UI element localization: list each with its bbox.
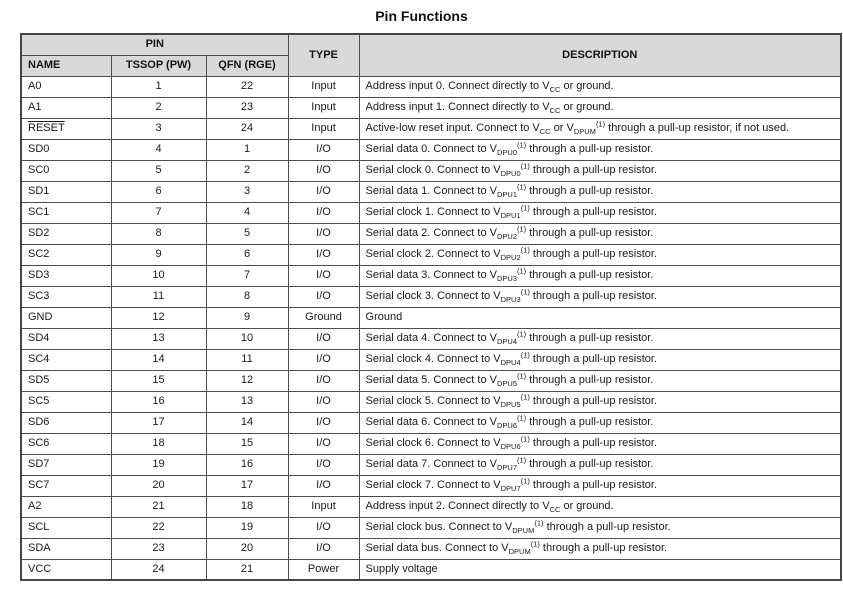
pin-name-cell: [21, 454, 111, 475]
pin-name-label: SD4: [28, 332, 50, 345]
table-row: [21, 559, 841, 580]
tssop-pin-number-cell: 17: [111, 412, 206, 433]
pin-name-label: SD6: [28, 416, 50, 429]
pin-name-cell: [21, 307, 111, 328]
tssop-pin-number-cell: 10: [111, 265, 206, 286]
pin-description-cell: Active-low reset input. Connect to $V_{CC}$ or $V_{DPUM}^{(1)}$ through a pull-up resistor, if not used.: [359, 118, 841, 139]
pin-name-cell: [21, 370, 111, 391]
pin-name-label: SC6: [28, 437, 50, 450]
pin-description-cell: Ground: [359, 307, 841, 328]
table-row: [21, 475, 841, 496]
pin-name-label: SD0: [28, 143, 50, 156]
pin-name-label: SC3: [28, 290, 50, 303]
pin-type-cell: Input: [288, 97, 359, 118]
pin-description-cell: Serial clock 4. Connect to $V_{DPU4}^{(1)}$ through a pull-up resistor.: [359, 349, 841, 370]
pin-description-cell: Serial clock 5. Connect to $V_{DPU5}^{(1)}$ through a pull-up resistor.: [359, 391, 841, 412]
pin-name-label: SC0: [28, 164, 50, 177]
pin-name-label: RESET: [28, 122, 65, 135]
pin-name-label: SC7: [28, 479, 50, 492]
qfn-column-header: QFN (RGE): [206, 55, 288, 76]
table-row: [21, 223, 841, 244]
pin-type-cell: I/O: [288, 223, 359, 244]
pin-name-cell: [21, 244, 111, 265]
tssop-pin-number-cell: 6: [111, 181, 206, 202]
page-title: Pin Functions: [375, 8, 468, 24]
pin-description-cell: Address input 2. Connect directly to $V_{CC}$ or ground.: [359, 496, 841, 517]
tssop-pin-number-cell: 7: [111, 202, 206, 223]
pin-description-cell: Serial data 4. Connect to $V_{DPU4}^{(1)}$ through a pull-up resistor.: [359, 328, 841, 349]
pin-type-cell: Ground: [288, 307, 359, 328]
tssop-pin-number-cell: 18: [111, 433, 206, 454]
table-row: [21, 76, 841, 97]
pin-description-cell: Serial data 7. Connect to $V_{DPU7}^{(1)}$ through a pull-up resistor.: [359, 454, 841, 475]
type-column-header: TYPE: [288, 34, 359, 76]
table-row: [21, 328, 841, 349]
tssop-pin-number-cell: 13: [111, 328, 206, 349]
pin-name-cell: [21, 265, 111, 286]
pin-name-label: SCL: [28, 521, 50, 534]
pin-description-cell: Serial clock bus. Connect to $V_{DPUM}^{(1)}$ through a pull-up resistor.: [359, 517, 841, 538]
pin-name-label: SC4: [28, 353, 50, 366]
pin-type-cell: I/O: [288, 349, 359, 370]
tssop-pin-number-cell: 2: [111, 97, 206, 118]
qfn-pin-number-cell: 23: [206, 97, 288, 118]
pin-name-cell: [21, 286, 111, 307]
pin-type-cell: I/O: [288, 517, 359, 538]
pin-name-label: SD5: [28, 374, 50, 387]
pin-name-label: A1: [28, 101, 42, 114]
pin-description-cell: Serial data 6. Connect to $V_{DPU6}^{(1)}$ through a pull-up resistor.: [359, 412, 841, 433]
pin-description-cell: Serial data 5. Connect to $V_{DPU5}^{(1)}$ through a pull-up resistor.: [359, 370, 841, 391]
qfn-pin-number-cell: 18: [206, 496, 288, 517]
table-row: [21, 118, 841, 139]
tssop-pin-number-cell: 22: [111, 517, 206, 538]
tssop-pin-number-cell: 4: [111, 139, 206, 160]
pin-description-cell: Serial data 3. Connect to $V_{DPU3}^{(1)}$ through a pull-up resistor.: [359, 265, 841, 286]
pin-type-cell: I/O: [288, 328, 359, 349]
qfn-pin-number-cell: 9: [206, 307, 288, 328]
tssop-pin-number-cell: 3: [111, 118, 206, 139]
pin-type-cell: I/O: [288, 286, 359, 307]
pin-name-cell: [21, 97, 111, 118]
pin-name-cell: [21, 349, 111, 370]
pin-name-label: SC2: [28, 248, 50, 261]
table-row: [21, 391, 841, 412]
qfn-pin-number-cell: 19: [206, 517, 288, 538]
qfn-pin-number-cell: 22: [206, 76, 288, 97]
name-column-header: NAME: [21, 55, 111, 76]
table-row: [21, 97, 841, 118]
qfn-pin-number-cell: 14: [206, 412, 288, 433]
pin-name-label: VCC: [28, 562, 52, 575]
tssop-pin-number-cell: 23: [111, 538, 206, 559]
tssop-pin-number-cell: 19: [111, 454, 206, 475]
tssop-pin-number-cell: 24: [111, 559, 206, 580]
pin-name-cell: [21, 475, 111, 496]
pin-description-cell: Serial clock 1. Connect to $V_{DPU1}^{(1)}$ through a pull-up resistor.: [359, 202, 841, 223]
pin-description-cell: Serial clock 2. Connect to $V_{DPU2}^{(1)}$ through a pull-up resistor.: [359, 244, 841, 265]
pin-type-cell: I/O: [288, 139, 359, 160]
pin-description-cell: Serial data 1. Connect to $V_{DPU1}^{(1)}$ through a pull-up resistor.: [359, 181, 841, 202]
tssop-pin-number-cell: 20: [111, 475, 206, 496]
pin-type-cell: I/O: [288, 181, 359, 202]
pin-type-cell: I/O: [288, 391, 359, 412]
tssop-pin-number-cell: 15: [111, 370, 206, 391]
pin-name-cell: [21, 328, 111, 349]
pin-name-cell: [21, 181, 111, 202]
tssop-column-header: TSSOP (PW): [111, 55, 206, 76]
pin-description-cell: Serial data 2. Connect to $V_{DPU2}^{(1)}$ through a pull-up resistor.: [359, 223, 841, 244]
pin-name-label: SD7: [28, 458, 50, 471]
qfn-pin-number-cell: 15: [206, 433, 288, 454]
pin-name-label: A2: [28, 500, 42, 513]
pin-name-cell: [21, 433, 111, 454]
tssop-pin-number-cell: 11: [111, 286, 206, 307]
tssop-pin-number-cell: 5: [111, 160, 206, 181]
table-row: [21, 139, 841, 160]
tssop-pin-number-cell: 1: [111, 76, 206, 97]
pin-name-label: SD2: [28, 227, 50, 240]
table-row: [21, 307, 841, 328]
table-row: [21, 412, 841, 433]
qfn-pin-number-cell: 20: [206, 538, 288, 559]
table-row: [21, 370, 841, 391]
qfn-pin-number-cell: 1: [206, 139, 288, 160]
qfn-pin-number-cell: 24: [206, 118, 288, 139]
pin-type-cell: I/O: [288, 412, 359, 433]
pin-type-cell: I/O: [288, 433, 359, 454]
tssop-pin-number-cell: 8: [111, 223, 206, 244]
table-row: [21, 160, 841, 181]
description-column-header: DESCRIPTION: [359, 34, 841, 76]
table-row: [21, 202, 841, 223]
qfn-pin-number-cell: 11: [206, 349, 288, 370]
table-row: [21, 538, 841, 559]
pin-description-cell: Serial clock 0. Connect to $V_{DPU0}^{(1)}$ through a pull-up resistor.: [359, 160, 841, 181]
qfn-pin-number-cell: 3: [206, 181, 288, 202]
table-body: [21, 76, 841, 580]
pin-type-cell: I/O: [288, 475, 359, 496]
table-row: [21, 496, 841, 517]
pin-name-cell: [21, 139, 111, 160]
tssop-pin-number-cell: 14: [111, 349, 206, 370]
qfn-pin-number-cell: 10: [206, 328, 288, 349]
pin-name-label: SD1: [28, 185, 50, 198]
pin-type-cell: I/O: [288, 370, 359, 391]
table-row: [21, 349, 841, 370]
pin-type-cell: Input: [288, 76, 359, 97]
pin-type-cell: I/O: [288, 202, 359, 223]
pin-name-cell: [21, 496, 111, 517]
table-row: [21, 454, 841, 475]
pin-group-header: PIN: [21, 34, 288, 55]
pin-name-label: SC1: [28, 206, 50, 219]
table-row: [21, 286, 841, 307]
tssop-pin-number-cell: 21: [111, 496, 206, 517]
table-row: [21, 433, 841, 454]
pin-type-cell: I/O: [288, 244, 359, 265]
table-row: [21, 244, 841, 265]
pin-name-cell: [21, 391, 111, 412]
qfn-pin-number-cell: 13: [206, 391, 288, 412]
table-header: [21, 34, 841, 76]
tssop-pin-number-cell: 16: [111, 391, 206, 412]
pin-description-cell: Serial clock 6. Connect to $V_{DPU6}^{(1)}$ through a pull-up resistor.: [359, 433, 841, 454]
qfn-pin-number-cell: 8: [206, 286, 288, 307]
pin-name-cell: [21, 202, 111, 223]
pin-description-cell: Serial clock 3. Connect to $V_{DPU3}^{(1)}$ through a pull-up resistor.: [359, 286, 841, 307]
qfn-pin-number-cell: 16: [206, 454, 288, 475]
pin-name-label: A0: [28, 80, 42, 93]
pin-description-cell: Address input 0. Connect directly to $V_{CC}$ or ground.: [359, 76, 841, 97]
pin-name-label: SDA: [28, 542, 51, 555]
qfn-pin-number-cell: 6: [206, 244, 288, 265]
pin-type-cell: I/O: [288, 160, 359, 181]
pin-name-cell: [21, 517, 111, 538]
pin-name-label: SC5: [28, 395, 50, 408]
qfn-pin-number-cell: 2: [206, 160, 288, 181]
pin-type-cell: I/O: [288, 538, 359, 559]
qfn-pin-number-cell: 21: [206, 559, 288, 580]
pin-name-cell: [21, 160, 111, 181]
qfn-pin-number-cell: 17: [206, 475, 288, 496]
qfn-pin-number-cell: 7: [206, 265, 288, 286]
qfn-pin-number-cell: 4: [206, 202, 288, 223]
table-row: [21, 181, 841, 202]
pin-description-cell: Serial data bus. Connect to $V_{DPUM}^{(1)}$ through a pull-up resistor.: [359, 538, 841, 559]
pin-name-label: SD3: [28, 269, 50, 282]
pin-type-cell: Power: [288, 559, 359, 580]
pin-description-cell: Serial data 0. Connect to $V_{DPU0}^{(1)}$ through a pull-up resistor.: [359, 139, 841, 160]
tssop-pin-number-cell: 12: [111, 307, 206, 328]
qfn-pin-number-cell: 5: [206, 223, 288, 244]
pin-name-cell: [21, 538, 111, 559]
pin-description-cell: Serial clock 7. Connect to $V_{DPU7}^{(1)}$ through a pull-up resistor.: [359, 475, 841, 496]
pin-type-cell: I/O: [288, 454, 359, 475]
table-row: [21, 517, 841, 538]
header-row-pin-group: [21, 34, 841, 55]
pin-description-cell: Supply voltage: [359, 559, 841, 580]
pin-name-cell: [21, 223, 111, 244]
tssop-pin-number-cell: 9: [111, 244, 206, 265]
pin-name-cell: [21, 412, 111, 433]
qfn-pin-number-cell: 12: [206, 370, 288, 391]
pin-type-cell: Input: [288, 496, 359, 517]
pin-name-cell: [21, 118, 111, 139]
table-row: [21, 265, 841, 286]
pin-name-cell: [21, 559, 111, 580]
pin-name-label: GND: [28, 311, 53, 324]
pin-name-cell: [21, 76, 111, 97]
pin-type-cell: Input: [288, 118, 359, 139]
pin-description-cell: Address input 1. Connect directly to $V_{CC}$ or ground.: [359, 97, 841, 118]
pin-type-cell: I/O: [288, 265, 359, 286]
pin-functions-table: [20, 33, 842, 581]
